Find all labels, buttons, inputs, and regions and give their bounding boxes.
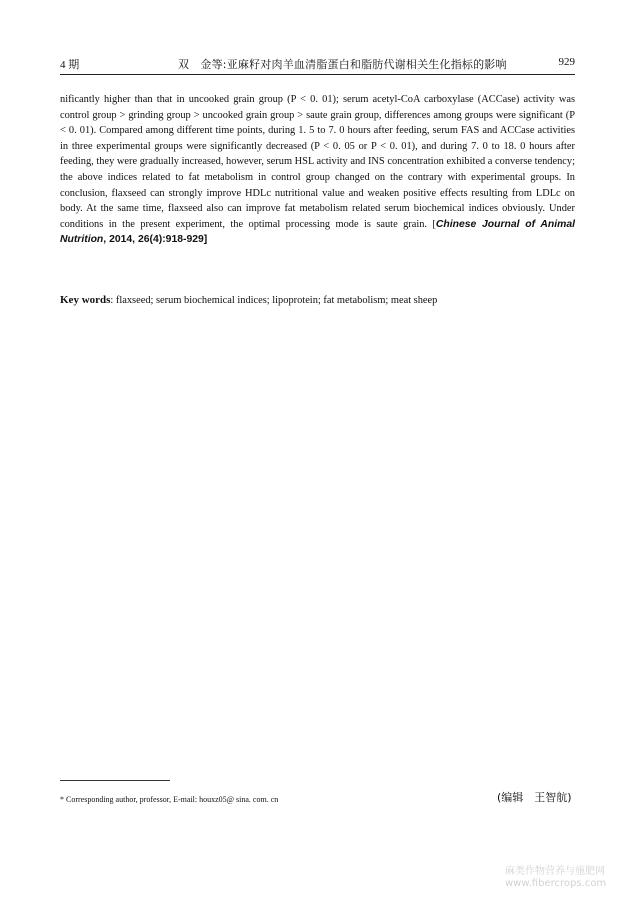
- issue-number: 4 期: [60, 59, 80, 71]
- keywords-text: : flaxseed; serum biochemical indices; lipoprotein; fat metabolism; meat sheep: [110, 295, 438, 306]
- header-rule: [60, 74, 575, 75]
- citation-reference: , 2014, 26(4):918-929]: [103, 234, 208, 246]
- page-number: 929: [558, 56, 575, 68]
- editor-note: (编辑 王智航): [497, 791, 572, 804]
- citation-journal: Chinese Journal of Animal Nutrition: [60, 218, 575, 246]
- footnote: * Corresponding author, professor, E-mail: houxz05@ sina. com. cn: [60, 795, 279, 804]
- abstract-text: nificantly higher than that in uncooked grain group (P < 0. 01); serum acetyl-CoA carboxylase (ACCase) activity was control group > grinding group > uncooked grain group > saute grain group, differences among groups were significant (P < 0. 01). Compared among different time points, during 1. 5 to 7. 0 hours after feeding, serum FAS and ACCase activities in three experimental groups were significantly decreased (P < 0. 05 or P < 0. 01), and during 7. 0 to 18. 0 hours after feeding, they were gradually increased, however, serum HSL activity and INS concentration exhibited a converse tendency; the above indices related to fat metabolism in control group changed on the contrary with experimental groups. In conclusion, flaxseed can strongly improve HDLc nutritional value and weaken positive effects resulting from LDLc on body. At the same time, flaxseed also can improve fat metabolism related serum biochemical indices obviously. Under conditions in the present experiment, the optimal processing mode is saute grain. [: [60, 94, 575, 230]
- running-title: 双 金等:亚麻籽对肉羊血清脂蛋白和脂肪代谢相关生化指标的影响: [178, 58, 507, 71]
- keywords-label: Key words: [60, 294, 111, 306]
- running-header: [60, 56, 575, 76]
- footnote-rule: [60, 780, 170, 781]
- watermark-line-2: www.fibercrops.com: [505, 878, 607, 889]
- watermark: [505, 866, 606, 890]
- abstract-paragraph: [60, 92, 575, 248]
- keywords: [60, 293, 575, 308]
- watermark-line-1: 麻类作物营养与施肥网: [505, 866, 605, 877]
